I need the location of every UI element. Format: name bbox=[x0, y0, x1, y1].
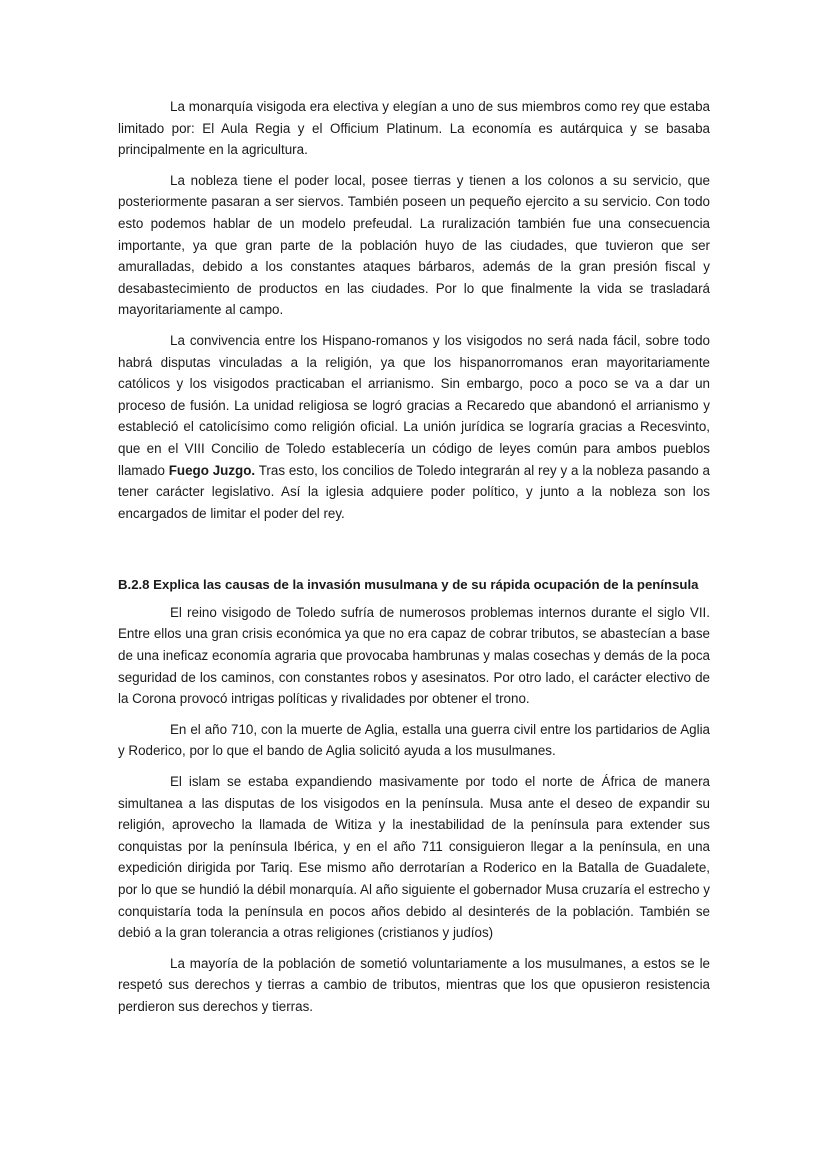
paragraph-monarquia: La monarquía visigoda era electiva y elegían a uno de sus miembros como rey que estaba limitado por: El Aula Regia y el Officium Platinum. La economía es autárquica y se basaba principalmente en la agricultura. bbox=[118, 99, 710, 158]
section-heading: B.2.8 Explica las causas de la invasión musulmana y de su rápida ocupación de la península bbox=[118, 577, 699, 593]
paragraph-islam: El islam se estaba expandiendo masivamente por todo el norte de África de manera simultanea a las disputas de los visigodos en la península. Musa ante el deseo de expandir su religión, aprovecho la llamada de Witiza y la inestabilidad de la península para extender sus conquistas por la península Ibérica, y en el año 711 consiguieron llegar a la península, en una expedición dirigida por Tariq. Ese mismo año derrotarían a Roderico en la Batalla de Guadalete, por lo que se hundió la débil monarquía. Al año siguiente el gobernador Musa cruzaría el estrecho y conquistaría toda la península en pocos años debido al desinterés de la población. También se debió a la gran tolerancia a otras religiones (cristianos y judíos) bbox=[118, 774, 710, 941]
paragraph-reino-visigodo: El reino visigodo de Toledo sufría de numerosos problemas internos durante el siglo VII. Entre ellos una gran crisis económica ya que no era capaz de cobrar tributos, se abastecían a base de una ineficaz economía agraria que provocaba hambrunas y malas cosechas y demás de la poca seguridad de los caminos, con constantes robos y asesinatos. Por otro lado, el carácter electivo de la Corona provocó intrigas políticas y rivalidades por obtener el trono. bbox=[118, 604, 710, 707]
document-page bbox=[118, 96, 710, 1027]
fuego-juzgo-term: Fuego Juzgo. bbox=[168, 462, 256, 478]
paragraph-guerra-civil: En el año 710, con la muerte de Aglia, estalla una guerra civil entre los partidarios de Aglia y Roderico, por lo que el bando de Aglia solicitó ayuda a los musulmanes. bbox=[118, 721, 710, 759]
paragraph-nobleza: La nobleza tiene el poder local, posee tierras y tienen a los colonos a su servicio, que posteriormente pasaran a ser siervos. También poseen un pequeño ejercito a su servicio. Con todo esto podemos hablar de un modelo prefeudal. La ruralización también fue una consecuencia importante, ya que gran parte de la población huyo de las ciudades, que tuvieron que ser amuralladas, debido a los constantes ataques bárbaros, además de la gran presión fiscal y desabastecimiento de productos en las ciudades. Por lo que finalmente la vida se trasladará mayoritariamente al campo. bbox=[118, 172, 710, 318]
paragraph-convivencia-text: La convivencia entre los Hispano-romanos y los visigodos no será nada fácil, sobre todo habrá disputas vinculadas a la religión, ya que los hispanorromanos eran mayoritariamente católicos y los visigodos practicaban el arrianismo. Sin embargo, poco a poco se va a dar un proceso de fusión. La unidad religiosa se logró gracias a Recaredo que abandonó el arrianismo y estableció el catolicísimo como religión oficial. La unión jurídica se lograría gracias a Recesvinto, que en el VIII Concilio de Toledo establecería un código de leyes común para ambos pueblos llamado bbox=[118, 332, 710, 478]
paragraph-convivencia bbox=[118, 330, 710, 524]
paragraph-convivencia-text-end: Tras esto, los concilios de Toledo integrarán al rey y a la nobleza pasando a tener carácter legislativo. Así la iglesia adquiere poder político, y junto a la nobleza son los encargados de limitar el poder del rey. bbox=[118, 462, 710, 521]
paragraph-poblacion: La mayoría de la población de sometió voluntariamente a los musulmanes, a estos se le respetó sus derechos y tierras a cambio de tributos, mientras que los que opusieron resistencia perdieron sus derechos y tierras. bbox=[118, 955, 710, 1014]
